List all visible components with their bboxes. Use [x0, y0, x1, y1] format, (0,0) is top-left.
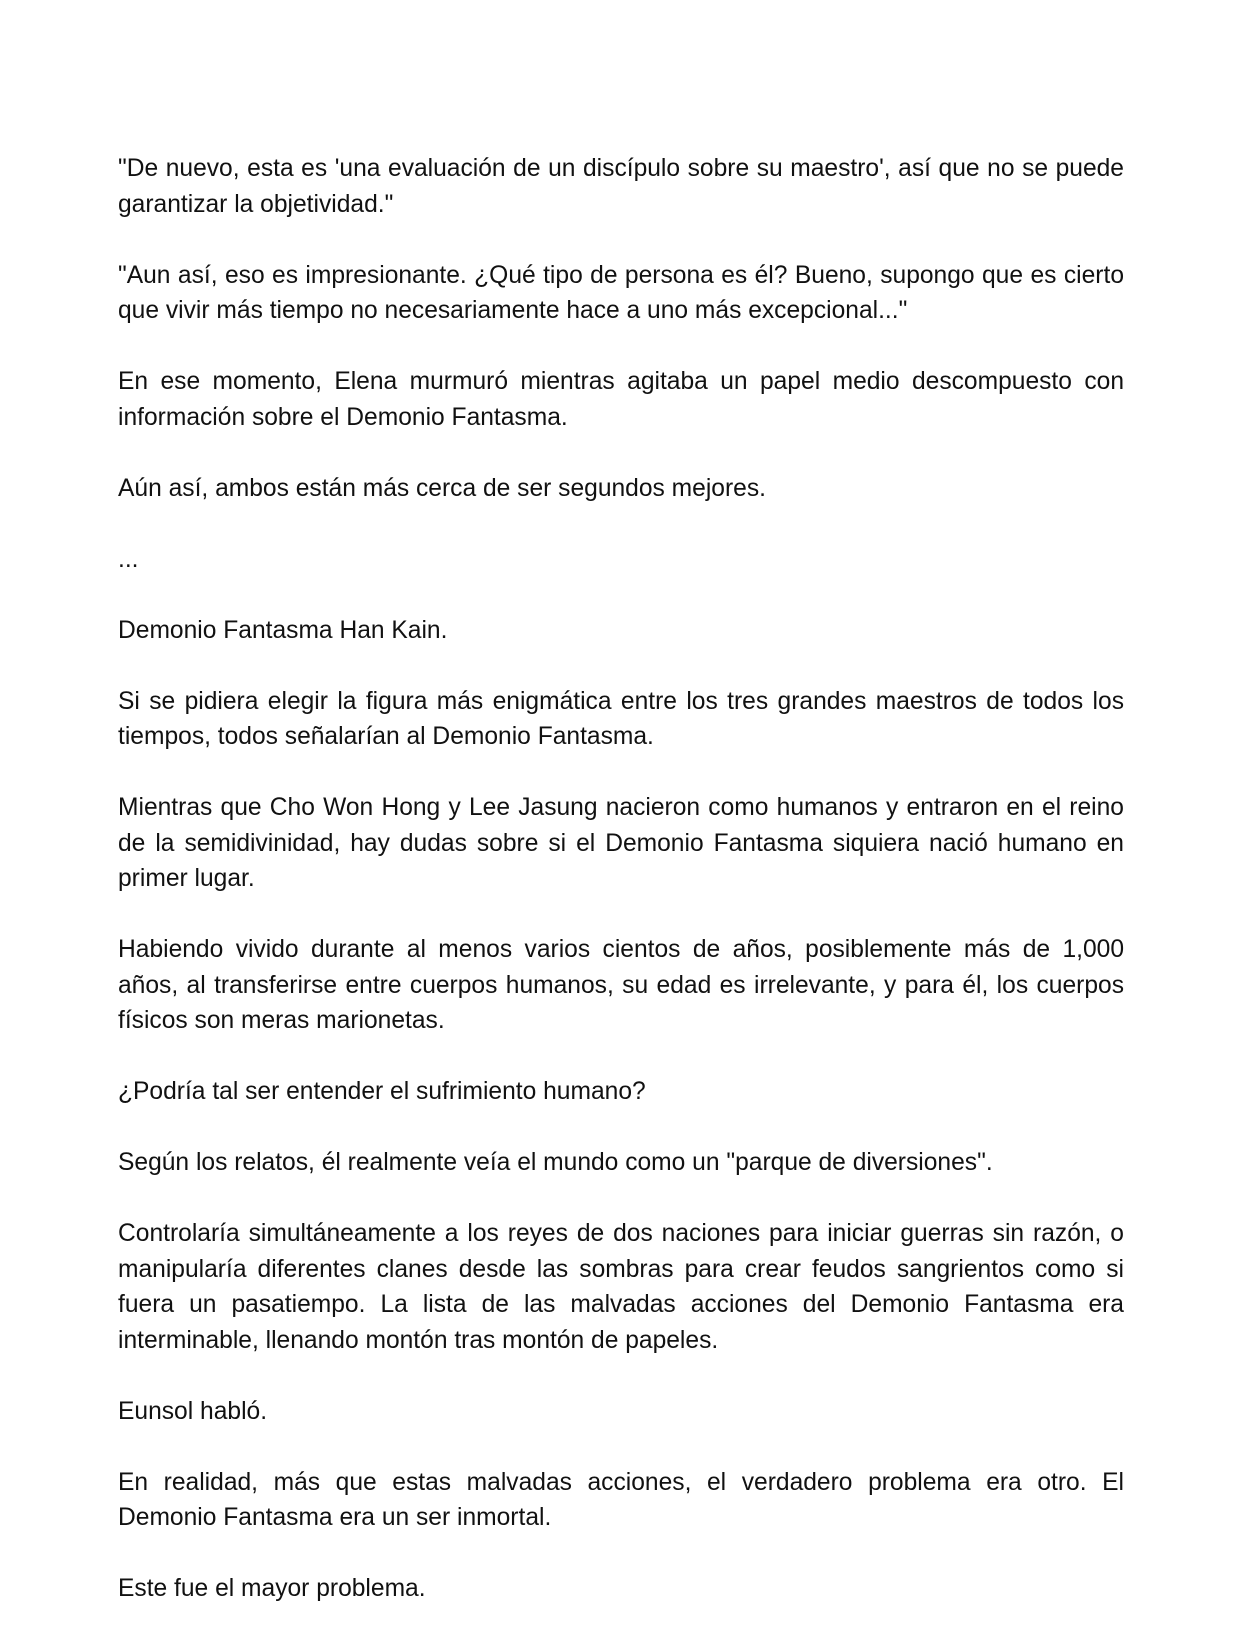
paragraph-8: Mientras que Cho Won Hong y Lee Jasung nacieron como humanos y entraron en el reino de la semidivinidad, hay dudas sobre si el Demonio Fantasma siquiera nació humano en primer lugar. [118, 794, 1124, 892]
paragraph-6: Demonio Fantasma Han Kain. [118, 616, 448, 644]
paragraph-ellipsis: ... [118, 545, 139, 573]
paragraph-12: Controlaría simultáneamente a los reyes de dos naciones para iniciar guerras sin razón, o manipularía diferentes clanes desde las sombras para crear feudos sangrientos como si fuera un pasatiempo. La lista de las malvadas acciones del Demonio Fantasma era interminable, llenando montón tras montón de papeles. [118, 1220, 1124, 1354]
paragraph-7: Si se pidiera elegir la figura más enigmática entre los tres grandes maestros de todos los tiempos, todos señalarían al Demonio Fantasma. [118, 687, 1124, 750]
paragraph-15: Este fue el mayor problema. [118, 1575, 426, 1602]
paragraph-13: Eunsol habló. [118, 1397, 268, 1425]
paragraph-11: Según los relatos, él realmente veía el mundo como un "parque de diversiones". [118, 1149, 993, 1176]
paragraph-10: ¿Podría tal ser entender el sufrimiento humano? [118, 1078, 646, 1105]
paragraph-4: Aún así, ambos están más cerca de ser segundos mejores. [118, 474, 766, 502]
paragraph-9: Habiendo vivido durante al menos varios cientos de años, posiblemente más de 1,000 años, al transferirse entre cuerpos humanos, su edad es irrelevante, y para él, los cuerpos físicos son meras marionetas. [118, 936, 1124, 1034]
paragraph-3: En ese momento, Elena murmuró mientras agitaba un papel medio descompuesto con información sobre el Demonio Fantasma. [118, 368, 1124, 431]
document-body [118, 151, 1124, 1642]
paragraph-14: En realidad, más que estas malvadas acciones, el verdadero problema era otro. El Demonio Fantasma era un ser inmortal. [118, 1468, 1124, 1531]
paragraph-1: "De nuevo, esta es 'una evaluación de un discípulo sobre su maestro', así que no se puede garantizar la objetividad." [118, 155, 1124, 218]
paragraph-2: "Aun así, eso es impresionante. ¿Qué tipo de persona es él? Bueno, supongo que es cierto que vivir más tiempo no necesariamente hace a uno más excepcional..." [118, 261, 1124, 324]
